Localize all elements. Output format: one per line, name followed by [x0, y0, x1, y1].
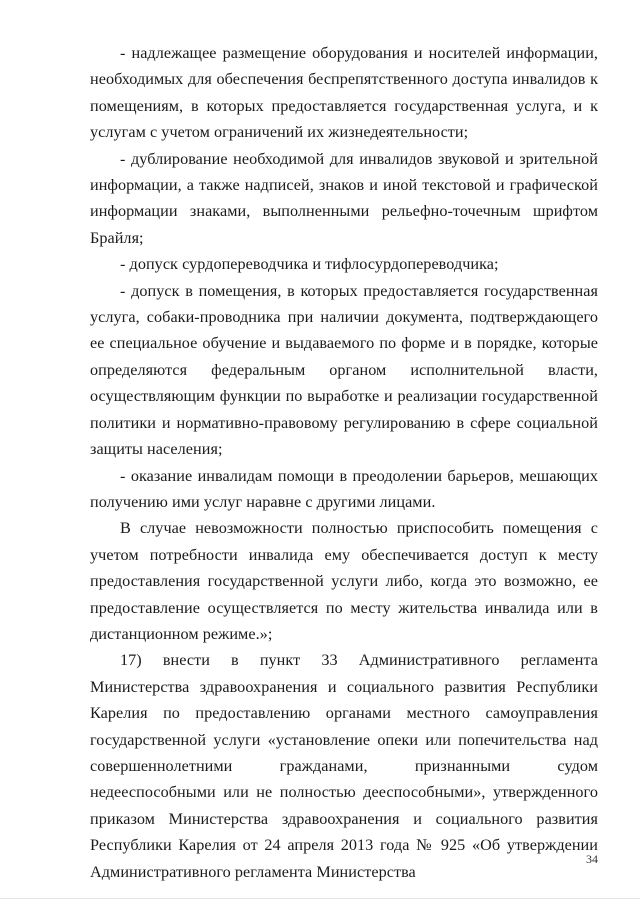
document-body — [90, 40, 598, 885]
paragraph-remote-service: В случае невозможности полностью приспособить помещения с учетом потребности инвалида ему обеспечивается доступ к месту предоставления государственной услуги либо, когда это возможно, ее предоставление осуществляется по месту жительства инвалида или в дистанционном режиме.»; — [90, 519, 598, 643]
paragraph-accessible-equipment: - надлежащее размещение оборудования и носителей информации, необходимых для обеспечения беспрепятственного доступа инвалидов к помещениям, в которых предоставляется государственная услуга, и к услугам с учетом ограничений их жизнедеятельности; — [90, 44, 598, 142]
scan-edge-divider — [0, 898, 640, 899]
paragraph-barrier-assistance: - оказание инвалидам помощи в преодолении барьеров, мешающих получению ими услуг наравне с другими лицами. — [90, 466, 598, 511]
paragraph-braille-duplication: - дублирование необходимой для инвалидов звуковой и зрительной информации, а также надписей, знаков и иной текстовой и графической информации знаками, выполненными рельефно-точечным шрифтом Брайля; — [90, 149, 598, 247]
paragraph-sign-language-interpreter: - допуск сурдопереводчика и тифлосурдопереводчика; — [120, 255, 499, 274]
page-number: 34 — [586, 852, 598, 866]
paragraph-guide-dog-access: - допуск в помещения, в которых предоставляется государственная услуга, собаки-проводника при наличии документа, подтверждающего ее специальное обучение и выдаваемого по форме и в порядке, которые определяются федеральным органом исполнительной власти, осуществляющим функции по выработке и реализации государственной политики и нормативно-правовому регулированию в сфере социальной защиты населения; — [90, 281, 598, 459]
paragraph-item-17: 17) внести в пункт 33 Административного регламента Министерства здравоохранения и социального развития Республики Карелия по предоставлению органами местного самоуправления государственной услуги «установление опеки или попечительства над совершеннолетними гражданами, признанными судом недееспособными или не полностью дееспособными», утвержденного приказом Министерства здравоохранения и социального развития Республики Карелия от 24 апреля 2013 года № 925 «Об утверждении Административного регламента Министерства — [90, 651, 598, 881]
